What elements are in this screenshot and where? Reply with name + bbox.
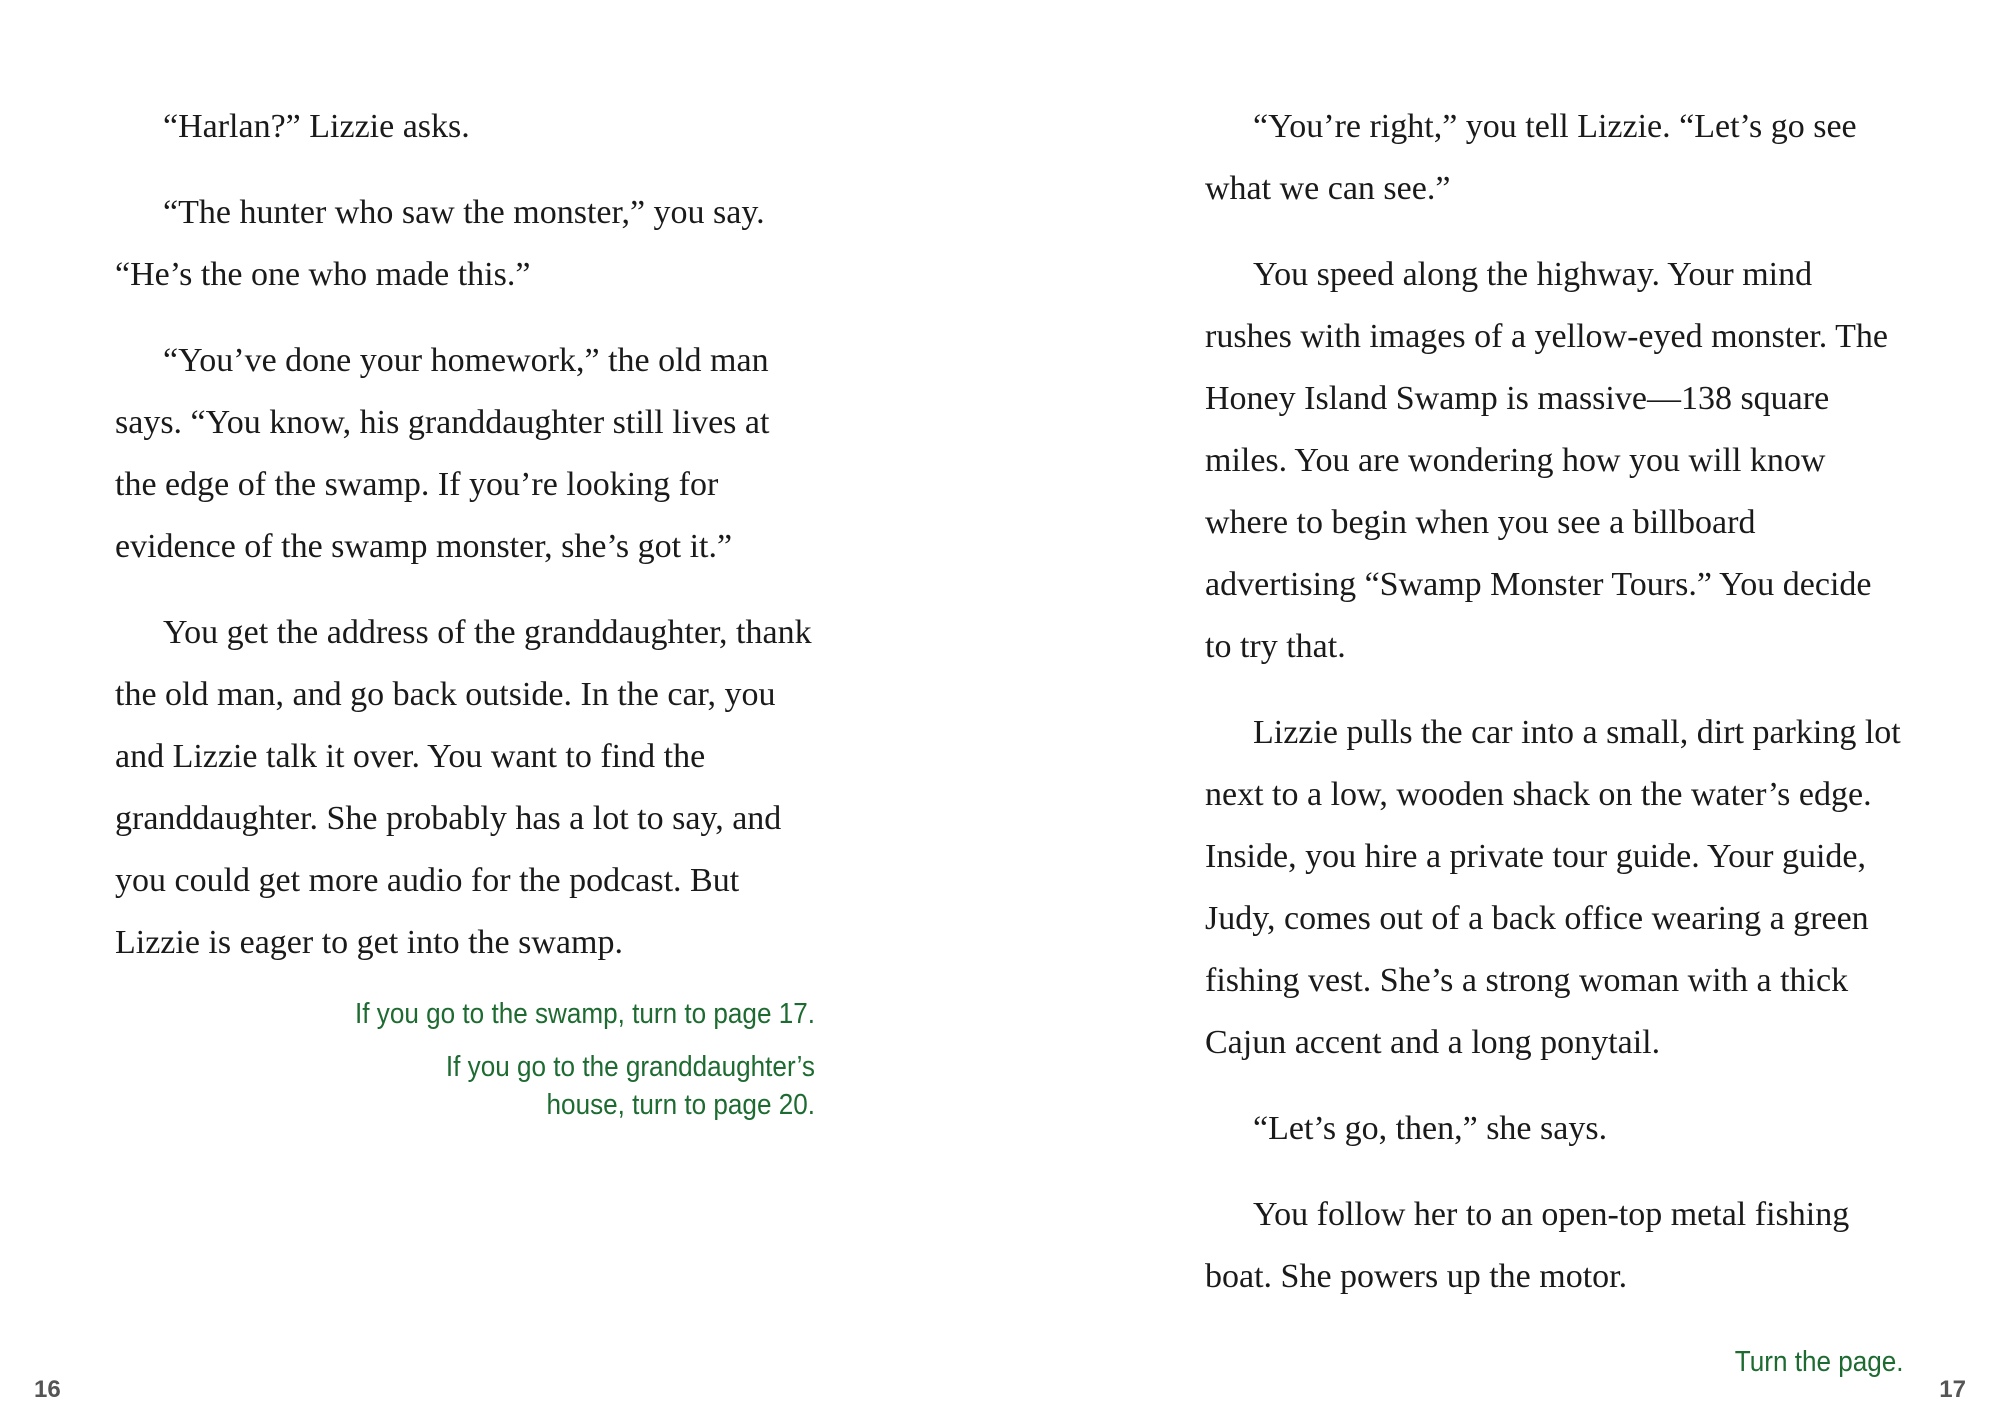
paragraph: You follow her to an open-top metal fishing boat. She powers up the motor.	[1205, 1196, 1850, 1295]
paragraph: “Harlan?” Lizzie asks.	[163, 108, 470, 145]
choice-swamp[interactable]: If you go to the swamp, turn to page 17.	[355, 998, 815, 1030]
story-choices	[185, 995, 815, 1139]
paragraph: “You’ve done your homework,” the old man says. “You know, his granddaughter still lives at the edge of the swamp. If you’re looking for evidence of the swamp monster, she’s got it.”	[115, 342, 770, 565]
right-page	[1000, 0, 2000, 1428]
paragraph: Lizzie pulls the car into a small, dirt parking lot next to a low, wooden shack on the water’s edge. Inside, you hire a private tour guide. Your guide, Judy, comes out of a back office wearing a green fishing vest. She’s a strong woman with a thick Cajun accent and a long ponytail.	[1205, 714, 1901, 1061]
page-number: 17	[1939, 1376, 1966, 1403]
choice-granddaughter[interactable]: If you go to the granddaughter’s house, turn to page 20.	[445, 1051, 815, 1121]
page-number: 16	[34, 1376, 61, 1403]
paragraph: “Let’s go, then,” she says.	[1253, 1110, 1608, 1147]
paragraph: You speed along the highway. Your mind rushes with images of a yellow-eyed monster. The Honey Island Swamp is massive—138 square miles. You are wondering how you will know where to begin when you see a billboard advertising “Swamp Monster Tours.” You decide to try that.	[1205, 256, 1888, 665]
paragraph: “The hunter who saw the monster,” you say. “He’s the one who made this.”	[115, 194, 765, 293]
paragraph: You get the address of the granddaughter, thank the old man, and go back outside. In the car, you and Lizzie talk it over. You want to find the granddaughter. She probably has a lot to say, and you could get more audio for the podcast. But Lizzie is eager to get into the swamp.	[115, 614, 812, 961]
left-page-text	[115, 96, 815, 998]
turn-page-prompt[interactable]: Turn the page.	[1735, 1346, 1904, 1378]
right-page-text	[1205, 96, 1905, 1332]
paragraph: “You’re right,” you tell Lizzie. “Let’s go see what we can see.”	[1205, 108, 1857, 207]
